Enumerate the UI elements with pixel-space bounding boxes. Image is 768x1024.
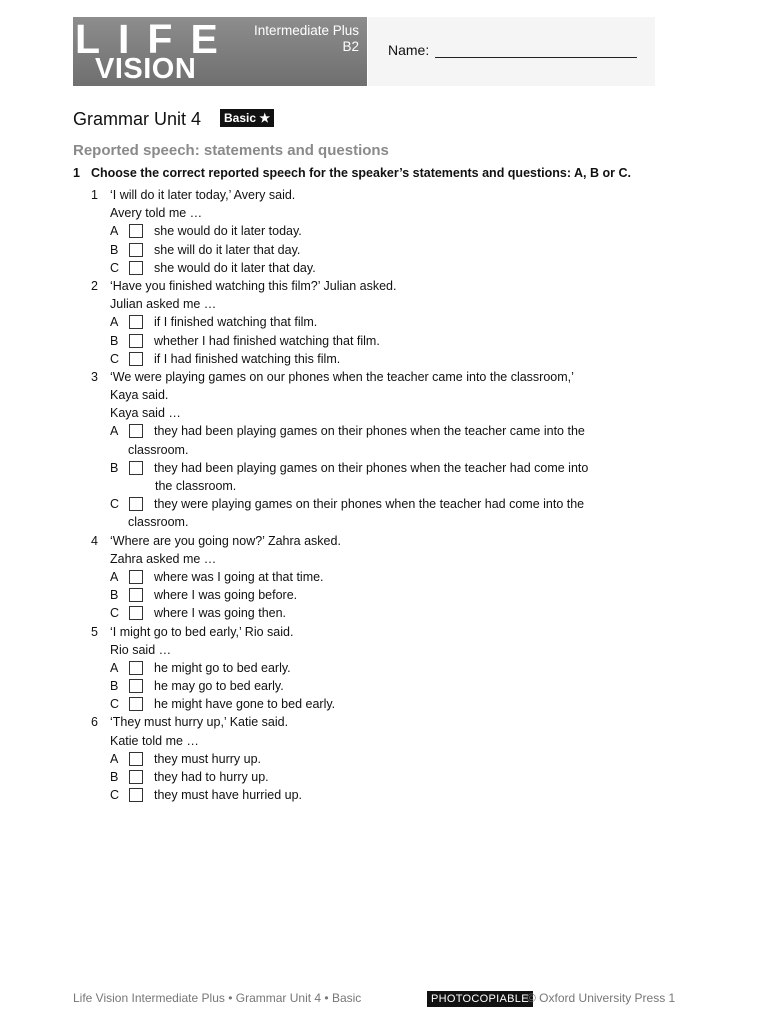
question-prompt-text: Avery told me …: [110, 206, 203, 221]
option-text: they must have hurried up.: [154, 788, 302, 803]
question-prompt-text: ‘I will do it later today,’ Avery said.: [110, 188, 296, 202]
option-letter: C: [110, 260, 120, 275]
option-letter: A: [110, 660, 119, 675]
option-text: he may go to bed early.: [154, 679, 284, 694]
question-prompt-line: [0, 713, 768, 731]
question-prompt-text: ‘Where are you going now?’ Zahra asked.: [110, 533, 341, 548]
answer-option-line: [0, 350, 768, 368]
question-prompt-text: ‘Have you finished watching this film?’ Julian asked.: [110, 278, 397, 293]
option-text: if I had finished watching this film.: [154, 351, 341, 366]
question-number: 2: [91, 278, 98, 293]
answer-option-line: [0, 495, 768, 513]
question-number: 3: [91, 369, 98, 384]
logo-vision-text: VISION: [95, 53, 197, 85]
option-letter: A: [110, 751, 119, 766]
section-subtitle: Reported speech: statements and questions: [73, 142, 389, 159]
option-text-continued: classroom.: [128, 442, 189, 457]
question-prompt-text: Katie told me …: [110, 733, 199, 748]
answer-checkbox[interactable]: [129, 497, 143, 511]
option-text: he might go to bed early.: [154, 660, 291, 675]
answer-checkbox[interactable]: [129, 334, 143, 348]
answer-checkbox[interactable]: [129, 352, 143, 366]
answer-checkbox[interactable]: [129, 243, 143, 257]
answer-checkbox[interactable]: [129, 788, 143, 802]
answer-checkbox[interactable]: [129, 606, 143, 620]
question-prompt-line: [0, 641, 768, 659]
name-field-box: [368, 17, 655, 86]
option-letter: B: [110, 679, 119, 694]
answer-checkbox[interactable]: [129, 770, 143, 784]
option-letter: C: [110, 606, 120, 621]
answer-option-line: [0, 677, 768, 695]
question-number: 1: [91, 188, 98, 202]
name-label: Name:: [388, 42, 430, 58]
answer-option-line: [0, 513, 768, 531]
answer-option-line: [0, 768, 768, 786]
photocopiable-badge: PHOTOCOPIABLE: [427, 991, 533, 1007]
answer-checkbox[interactable]: [129, 661, 143, 675]
question-number: 5: [91, 624, 98, 639]
answer-option-line: [0, 259, 768, 277]
option-letter: B: [110, 460, 119, 475]
answer-option-line: [0, 241, 768, 259]
option-text: where was I going at that time.: [154, 569, 324, 584]
option-letter: B: [110, 333, 119, 348]
option-letter: A: [110, 569, 119, 584]
question-prompt-text: ‘They must hurry up,’ Katie said.: [110, 715, 289, 730]
question-prompt-text: Kaya said …: [110, 406, 181, 421]
answer-checkbox[interactable]: [129, 261, 143, 275]
question-prompt-line: [0, 295, 768, 313]
option-text-continued: the classroom.: [155, 479, 237, 493]
answer-checkbox[interactable]: [129, 461, 143, 475]
option-text: they had been playing games on their phones when the teacher came into the: [154, 424, 585, 439]
option-text: they were playing games on their phones when the teacher had come into the: [154, 497, 585, 512]
option-text: they had to hurry up.: [154, 770, 269, 784]
level-line-2: B2: [342, 39, 359, 54]
answer-checkbox[interactable]: [129, 752, 143, 766]
answer-option-line: [0, 313, 768, 331]
page-title: Grammar Unit 4: [73, 109, 202, 129]
option-letter: C: [110, 351, 120, 366]
answer-option-line: [0, 604, 768, 622]
option-text: she would do it later that day.: [154, 260, 316, 275]
answer-checkbox[interactable]: [129, 588, 143, 602]
answer-option-line: [0, 786, 768, 804]
answer-checkbox[interactable]: [129, 697, 143, 711]
answer-option-line: [0, 586, 768, 604]
option-text: she would do it later today.: [154, 224, 302, 239]
answer-option-line: [0, 695, 768, 713]
option-letter: B: [110, 588, 119, 603]
answer-option-line: [0, 222, 768, 240]
question-prompt-text: Rio said …: [110, 642, 172, 657]
question-prompt-line: [0, 186, 768, 204]
footer-copyright: © Oxford University Press 1: [527, 991, 676, 1005]
option-letter: C: [110, 497, 120, 512]
option-text: whether I had finished watching that film.: [154, 333, 380, 348]
question-prompt-line: [0, 368, 768, 386]
option-letter: A: [110, 224, 119, 239]
option-letter: C: [110, 788, 120, 803]
option-letter: C: [110, 697, 120, 712]
answer-checkbox[interactable]: [129, 224, 143, 238]
question-prompt-line: [0, 204, 768, 222]
option-letter: A: [110, 315, 119, 330]
answer-option-line: [0, 441, 768, 459]
option-text: they must hurry up.: [154, 751, 261, 766]
question-list: [0, 186, 768, 804]
question-prompt-text: Kaya said.: [110, 388, 169, 403]
answer-option-line: [0, 659, 768, 677]
option-text: if I finished watching that film.: [154, 315, 318, 330]
exercise-instruction-text: Choose the correct reported speech for the speaker’s statements and questions: A, B or C.: [91, 166, 631, 180]
option-text: where I was going then.: [154, 606, 287, 621]
question-prompt-line: [0, 277, 768, 295]
question-prompt-line: [0, 404, 768, 422]
option-text-continued: classroom.: [128, 515, 189, 530]
answer-option-line: [0, 332, 768, 350]
answer-checkbox[interactable]: [129, 315, 143, 329]
question-prompt-text: Zahra asked me …: [110, 551, 217, 566]
name-field-line[interactable]: [435, 57, 637, 58]
question-prompt-line: [0, 550, 768, 568]
answer-checkbox[interactable]: [129, 570, 143, 584]
logo-life-text: LIFE: [75, 16, 236, 62]
question-prompt-line: [0, 732, 768, 750]
option-text: she will do it later that day.: [154, 242, 301, 257]
question-prompt-text: ‘I might go to bed early,’ Rio said.: [110, 624, 294, 639]
question-number: 4: [91, 533, 98, 548]
option-text: they had been playing games on their phones when the teacher had come into: [154, 460, 589, 475]
option-text: where I was going before.: [154, 588, 298, 603]
question-prompt-text: Julian asked me …: [110, 297, 217, 312]
question-prompt-line: [0, 386, 768, 404]
question-prompt-line: [0, 623, 768, 641]
question-prompt-text: ‘We were playing games on our phones when the teacher came into the classroom,’: [110, 369, 574, 384]
answer-option-line: [0, 422, 768, 440]
option-letter: B: [110, 242, 119, 257]
logo-banner: [73, 17, 367, 86]
option-text: he might have gone to bed early.: [154, 697, 336, 712]
option-letter: A: [110, 424, 119, 439]
level-line-1: Intermediate Plus: [253, 23, 359, 38]
answer-checkbox[interactable]: [129, 424, 143, 438]
answer-option-line: [0, 750, 768, 768]
answer-option-line: [0, 459, 768, 477]
difficulty-badge: Basic ★: [220, 109, 274, 127]
exercise-number: 1: [73, 166, 80, 180]
answer-option-line: [0, 477, 768, 495]
option-letter: B: [110, 770, 119, 784]
answer-option-line: [0, 568, 768, 586]
exercise-instruction: [73, 166, 693, 180]
answer-checkbox[interactable]: [129, 679, 143, 693]
level-label: [254, 23, 359, 55]
footer-left-text: Life Vision Intermediate Plus • Grammar Unit 4 • Basic: [73, 991, 362, 1005]
question-number: 6: [91, 715, 98, 730]
question-prompt-line: [0, 532, 768, 550]
